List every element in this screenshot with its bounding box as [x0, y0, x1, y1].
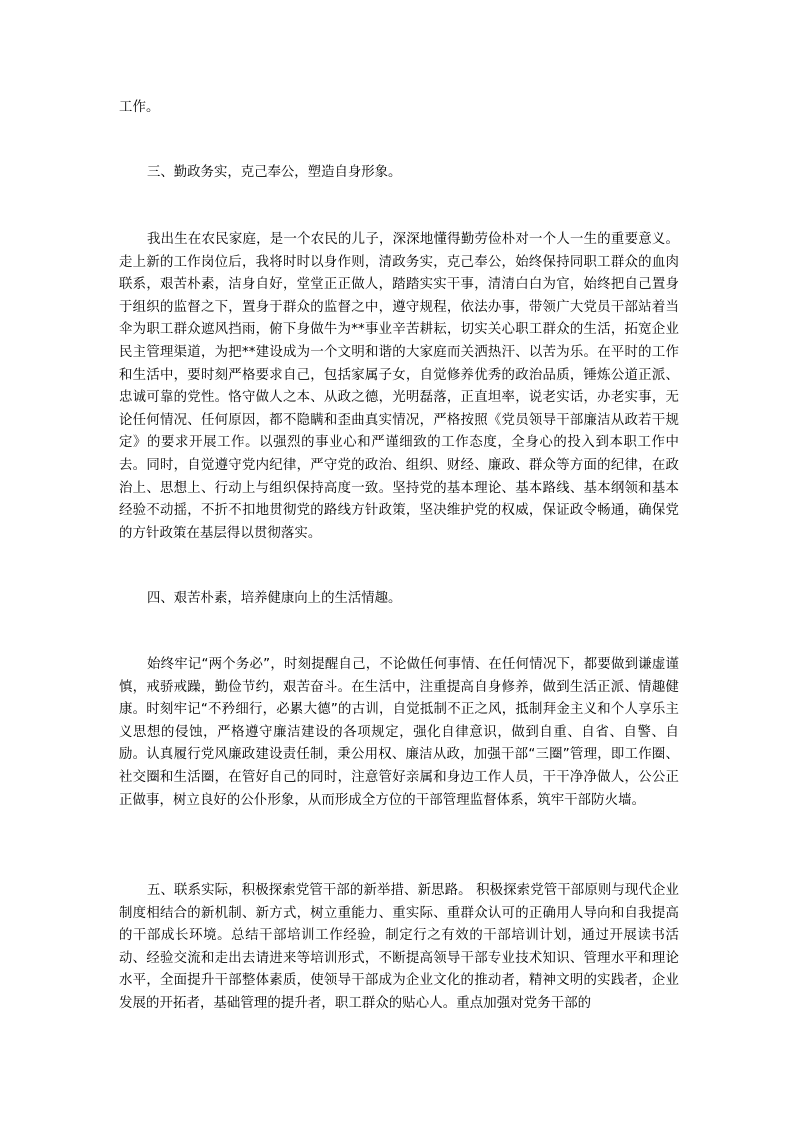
section-3-heading: 三、勤政务实，克己奉公，塑造自身形象。 [147, 165, 402, 180]
continuation-text: 工作。 [119, 100, 160, 115]
section-4-body: 始终牢记“两个务必”，时刻提醒自己，不论做任何事情、在任何情况下，都要做到谦虚谨慎，戒骄戒躁，勤俭节约，艰苦奋斗。在生活中，注重提高自身修养，做到生活正派、情趣健康。时刻牢记“不矜细行，必累大德”的古训，自觉抵制不正之风，抵制拜金主义和个人享乐主义思想的侵蚀，严格遵守廉洁建设的各项规定，强化自律意识，做到自重、自省、自警、自励。认真履行党风廉政建设责任制，秉公用权、廉洁从政，加强干部“三圈”管理，即工作圈、社交圈和生活圈，在管好自己的同时，注意管好亲属和身边工作人员，干干净净做人，公公正正做事，树立良好的公仆形象，从而形成全方位的干部管理监督体系，筑牢干部防火墙。 [119, 657, 679, 808]
section-5-body: 五、联系实际，积极探索党管干部的新举措、新思路。 积极探索党管干部原则与现代企业制度相结合的新机制、新方式，树立重能力、重实际、重群众认可的正确用人导向和自我提高的干部成长环境。总结干部培训工作经验，制定行之有效的干部培训计划，通过开展读书活动、经验交流和走出去请进来等培训形式，不断提高领导干部专业技术知识、管理水平和理论水平，全面提升干部整体素质，使领导干部成为企业文化的推动者，精神文明的实践者，企业发展的开拓者，基础管理的提升者，职工群众的贴心人。重点加强对党务干部的 [119, 883, 679, 1011]
section-3-body: 我出生在农民家庭，是一个农民的儿子，深深地懂得勤劳俭朴对一个人一生的重要意义。走上新的工作岗位后，我将时时以身作则，清政务实，克己奉公，始终保持同职工群众的血肉联系，艰苦朴素，洁身自好，堂堂正正做人，踏踏实实干事，清清白白为官，始终把自己置身于组织的监督之下，置身于群众的监督之中，遵守规程，依法办事，带领广大党员干部站着当伞为职工群众遮风挡雨，俯下身做牛为**事业辛苦耕耘，切实关心职工群众的生活，拓宽企业民主管理渠道，为把**建设成为一个文明和谐的大家庭而关洒热汗、以苦为乐。在平时的工作和生活中，要时刻严格要求自己，包括家属子女，自觉修养优秀的政治品质，锤炼公道正派、忠诚可靠的党性。恪守做人之本、从政之德，光明磊落，正直坦率，说老实话，办老实事，无论任何情况、任何原因，都不隐瞒和歪曲真实情况，严格按照《党员领导干部廉洁从政若干规定》的要求开展工作。以强烈的事业心和严谨细致的工作态度，全身心的投入到本职工作中去。同时，自觉遵守党内纪律，严守党的政治、组织、财经、廉政、群众等方面的纪律，在政治上、思想上、行动上与组织保持高度一致。坚持党的基本理论、基本路线、基本纲领和基本经验不动摇，不折不扣地贯彻党的路线方针政策，坚决维护党的权威，保证政令畅通，确保党的方针政策在基层得以贯彻落实。 [119, 232, 679, 541]
section-4-heading: 四、艰苦朴素，培养健康向上的生活情趣。 [147, 591, 402, 606]
